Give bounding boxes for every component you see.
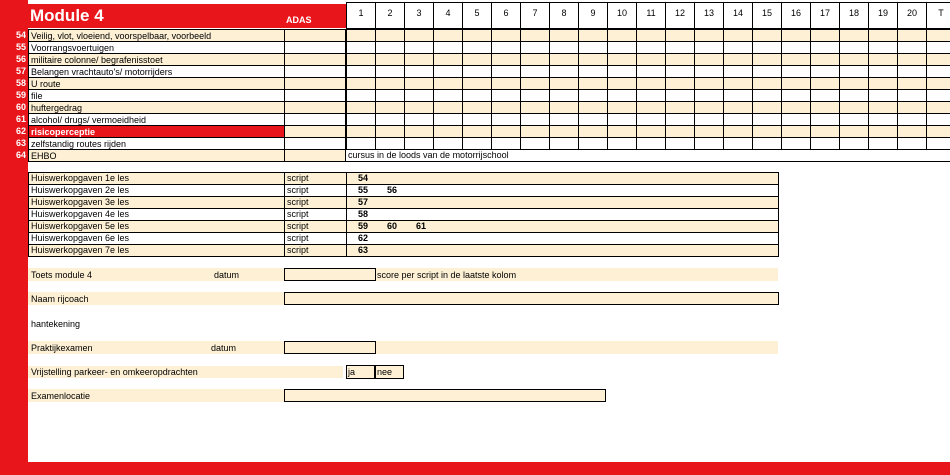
topic-number: 55 <box>15 42 26 52</box>
topic-label: Voorrangsvoertuigen <box>28 41 284 54</box>
homework-script-number: 54 <box>358 173 369 183</box>
homework-script-number: 55 <box>358 185 369 195</box>
lesson-cell[interactable] <box>810 137 840 150</box>
topic-number: 58 <box>15 78 26 88</box>
lesson-header-4: 4 <box>433 2 462 28</box>
lesson-cell[interactable] <box>549 137 579 150</box>
homework-script-number: 58 <box>358 209 369 219</box>
module-title: Module 4 <box>30 6 104 25</box>
topic-label: risicoperceptie <box>28 125 284 138</box>
homework-label: Huiswerkopgaven 2e les <box>31 185 130 195</box>
topic-label: Veilig, vlot, vloeiend, voorspelbaar, voorbeeld <box>28 29 284 42</box>
topic-label: zelfstandig routes rijden <box>28 137 284 150</box>
lesson-cell[interactable] <box>752 137 782 150</box>
topic-number: 63 <box>15 138 26 148</box>
adas-header: ADAS <box>286 15 312 25</box>
ehbo-note: cursus in de loods van de motorrijschool <box>348 150 509 160</box>
lesson-header-3: 3 <box>404 2 433 28</box>
topic-label: huftergedrag <box>28 101 284 114</box>
homework-label: Huiswerkopgaven 4e les <box>31 209 130 219</box>
topic-number: 56 <box>15 54 26 64</box>
praktijkexamen-label: Praktijkexamen <box>31 343 93 353</box>
topic-label: Belangen vrachtauto's/ motorrijders <box>28 65 284 78</box>
homework-type: script <box>287 209 309 219</box>
lesson-cell[interactable] <box>723 137 753 150</box>
lesson-header-12: 12 <box>665 2 694 28</box>
lesson-header-19: 19 <box>868 2 897 28</box>
topic-label: alcohol/ drugs/ vermoeidheid <box>28 113 284 126</box>
lesson-header-11: 11 <box>636 2 665 28</box>
vrijstelling-label: Vrijstelling parkeer- en omkeeropdrachten <box>31 367 198 377</box>
homework-label: Huiswerkopgaven 5e les <box>31 221 130 231</box>
toets-datum-input[interactable] <box>284 268 376 281</box>
toets-label: Toets module 4 <box>31 270 93 280</box>
lesson-header-10: 10 <box>607 2 636 28</box>
lesson-header-8: 8 <box>549 2 578 28</box>
homework-label: Huiswerkopgaven 3e les <box>31 197 130 207</box>
lesson-cell[interactable] <box>665 137 695 150</box>
lesson-cell[interactable] <box>781 137 811 150</box>
praktijk-datum-input[interactable] <box>284 341 376 354</box>
ja-option[interactable]: ja <box>346 365 375 379</box>
praktijk-datum-label: datum <box>211 343 237 353</box>
topic-number: 60 <box>15 102 26 112</box>
lesson-header-T: T <box>926 2 950 28</box>
lesson-header-1: 1 <box>346 2 375 28</box>
topic-number: 64 <box>15 150 26 160</box>
examenlocatie-label: Examenlocatie <box>31 391 91 401</box>
lesson-header-7: 7 <box>520 2 549 28</box>
lesson-cell[interactable] <box>839 137 869 150</box>
topic-number: 62 <box>15 126 26 136</box>
handtekening-label: hantekening <box>31 319 81 329</box>
homework-script-number: 60 <box>387 221 398 231</box>
topic-number: 59 <box>15 90 26 100</box>
homework-type: script <box>287 173 309 183</box>
lesson-cell[interactable] <box>926 137 950 150</box>
homework-script-number: 56 <box>387 185 398 195</box>
nee-option[interactable]: nee <box>375 365 404 379</box>
lesson-cell[interactable] <box>578 137 608 150</box>
lesson-header-14: 14 <box>723 2 752 28</box>
naam-rijcoach-label: Naam rijcoach <box>31 294 89 304</box>
topic-number: 57 <box>15 66 26 76</box>
score-note: score per script in de laatste kolom <box>377 270 517 280</box>
bottom-red-bar <box>0 462 950 475</box>
lesson-cell[interactable] <box>897 137 927 150</box>
lesson-header-5: 5 <box>462 2 491 28</box>
homework-type: script <box>287 221 309 231</box>
homework-script-number: 62 <box>358 233 369 243</box>
homework-label: Huiswerkopgaven 6e les <box>31 233 130 243</box>
homework-label: Huiswerkopgaven 1e les <box>31 173 130 183</box>
homework-row <box>28 244 779 257</box>
lesson-cell[interactable] <box>694 137 724 150</box>
lesson-cell[interactable] <box>868 137 898 150</box>
lesson-cell[interactable] <box>636 137 666 150</box>
topic-label: file <box>28 89 284 102</box>
topic-label: EHBO <box>28 149 284 162</box>
lesson-header-20: 20 <box>897 2 926 28</box>
lesson-header-16: 16 <box>781 2 810 28</box>
homework-type: script <box>287 185 309 195</box>
lesson-header-17: 17 <box>810 2 839 28</box>
homework-script-number: 57 <box>358 197 369 207</box>
topic-label: militaire colonne/ begrafenisstoet <box>28 53 284 66</box>
homework-script-number: 61 <box>416 221 427 231</box>
cell-divider <box>284 244 285 257</box>
lesson-header-15: 15 <box>752 2 781 28</box>
homework-type: script <box>287 233 309 243</box>
praktijk-row <box>28 341 778 354</box>
topic-number: 54 <box>15 30 26 40</box>
naam-rijcoach-input[interactable] <box>284 292 779 305</box>
lesson-header-6: 6 <box>491 2 520 28</box>
lesson-header-9: 9 <box>578 2 607 28</box>
homework-type: script <box>287 245 309 255</box>
grid-border <box>28 161 950 162</box>
homework-label: Huiswerkopgaven 7e les <box>31 245 130 255</box>
homework-script-number: 63 <box>358 245 369 255</box>
homework-type: script <box>287 197 309 207</box>
lesson-header-2: 2 <box>375 2 404 28</box>
lesson-cell[interactable] <box>607 137 637 150</box>
topic-label: U route <box>28 77 284 90</box>
homework-script-number: 59 <box>358 221 369 231</box>
lesson-header-18: 18 <box>839 2 868 28</box>
examenlocatie-input[interactable] <box>284 389 606 402</box>
topic-number: 61 <box>15 114 26 124</box>
lesson-cell[interactable] <box>520 137 550 150</box>
toets-datum-label: datum <box>214 270 240 280</box>
cell-divider <box>346 244 347 257</box>
lesson-header-13: 13 <box>694 2 723 28</box>
